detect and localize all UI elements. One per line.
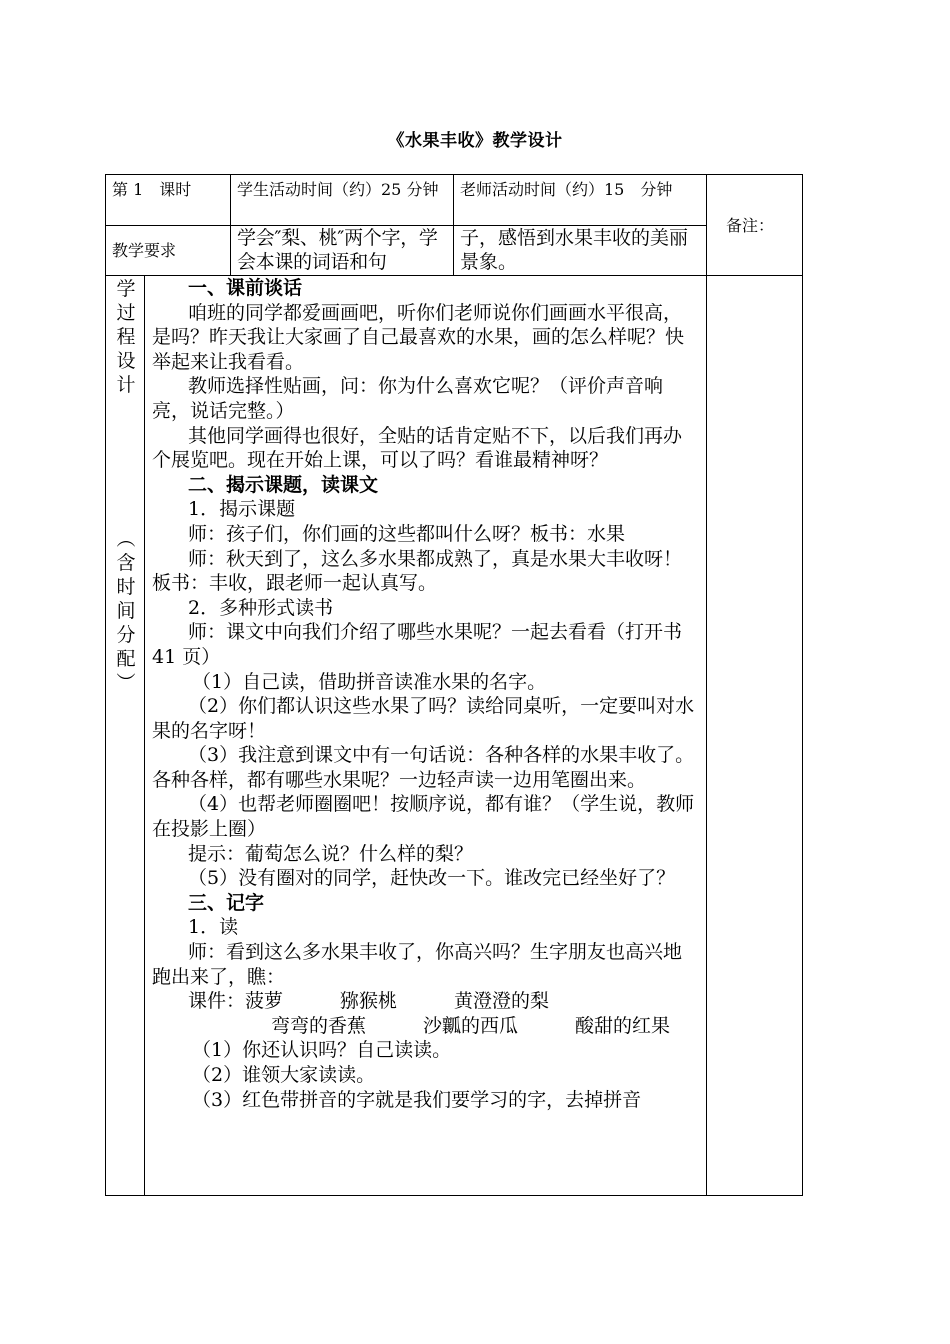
content-paragraph: 2．多种形式读书 [188,596,334,619]
content-paragraph: （3）红色带拼音的字就是我们要学习的字，去掉拼音 [192,1088,642,1111]
side-label-char: 程 [116,326,136,348]
notes-label: 备注： [726,216,775,235]
requirements-text-1: 学会″梨、桃″两个字，学会本课的词语和句 [237,227,438,273]
content-paragraph: 教师选择性贴画，问：你为什么喜欢它呢？（评价声音响亮，说话完整。） [152,375,664,422]
table-rule [706,174,707,1196]
content-paragraph: （3）我注意到课文中有一句话说：各种各样的水果丰收了。各种各样，都有哪些水果呢？一边轻声读一边用笔圈出来。 [152,744,695,791]
process-label-bottom [108,527,144,695]
side-label-char: 分 [116,624,136,646]
content-paragraph: （1）自己读，借助拼音读准水果的名字。 [192,670,547,693]
lesson-number: 第 1 课时 [112,180,192,199]
lesson-content [152,276,700,1194]
requirements-label: 教学要求 [112,241,177,260]
side-label-char: 计 [116,374,136,396]
side-label-char: 学 [116,278,136,300]
content-paragraph: （2）谁领大家读读。 [192,1064,376,1086]
side-label-char: 配 [116,648,136,670]
table-rule [230,174,231,275]
content-paragraph: 其他同学画得也很好，全贴的话肯定贴不下，以后我们再办个展览吧。现在开始上课，可以了吗？看谁最精神呀？ [152,424,683,472]
table-rule [453,174,454,275]
content-paragraph: 1．揭示课题 [188,498,296,521]
content-paragraph: 弯弯的香蕉 沙瓤的西瓜 酸甜的红果 [252,1014,671,1037]
side-label-char: ︵ [116,528,136,550]
section-heading: 一、课前谈话 [188,277,303,299]
side-label-char: 含 [116,552,136,574]
content-paragraph: （4）也帮老师圈圈吧！按顺序说，都有谁？（学生说，教师在投影上圈） [152,793,695,841]
section-heading: 二、揭示课题，读课文 [188,473,379,496]
content-paragraph: 师：孩子们，你们画的这些都叫什么呀？板书：水果 [188,522,626,545]
side-label-char: 设 [116,350,136,372]
page-title: 《水果丰收》教学设计 [387,131,563,151]
teacher-activity-time: 老师活动时间（约）15 分钟 [460,180,673,199]
requirements-text-2: 子，感悟到水果丰收的美丽景象。 [460,227,689,273]
content-paragraph: 提示：葡萄怎么说？什么样的梨？ [188,842,474,865]
side-label-char: 间 [116,600,136,622]
table-rule [144,275,145,1196]
content-paragraph: 1．读 [188,916,239,939]
side-label-char: ︶ [116,672,136,694]
content-paragraph: 师：看到这么多水果丰收了，你高兴吗？生字朋友也高兴地跑出来了，瞧： [152,941,683,988]
content-paragraph: （1）你还认识吗？自己读读。 [192,1039,452,1062]
content-paragraph: 师：课文中向我们介绍了哪些水果呢？一起去看看（打开书 41 页） [152,621,683,668]
content-paragraph: 课件：菠萝 猕猴桃 黄澄澄的梨 [188,990,550,1013]
content-paragraph: 咱班的同学都爱画画吧，听你们老师说你们画画水平很高，是吗？昨天我让大家画了自己最喜欢的水果，画的怎么样呢？快举起来让我看看。 [152,301,685,373]
side-label-char: 过 [116,302,136,324]
section-heading: 三、记字 [188,891,265,914]
student-activity-time: 学生活动时间（约）25 分钟 [237,180,439,199]
process-label-top [108,277,144,397]
content-paragraph: 师：秋天到了，这么多水果都成熟了，真是水果大丰收呀！板书：丰收，跟老师一起认真写。 [152,547,683,595]
content-paragraph: （5）没有圈对的同学，赶快改一下。谁改完已经坐好了？ [188,867,676,890]
content-paragraph: （2）你们都认识这些水果了吗？读给同桌听，一定要叫对水果的名字呀！ [152,695,695,742]
side-label-char: 时 [116,576,136,598]
